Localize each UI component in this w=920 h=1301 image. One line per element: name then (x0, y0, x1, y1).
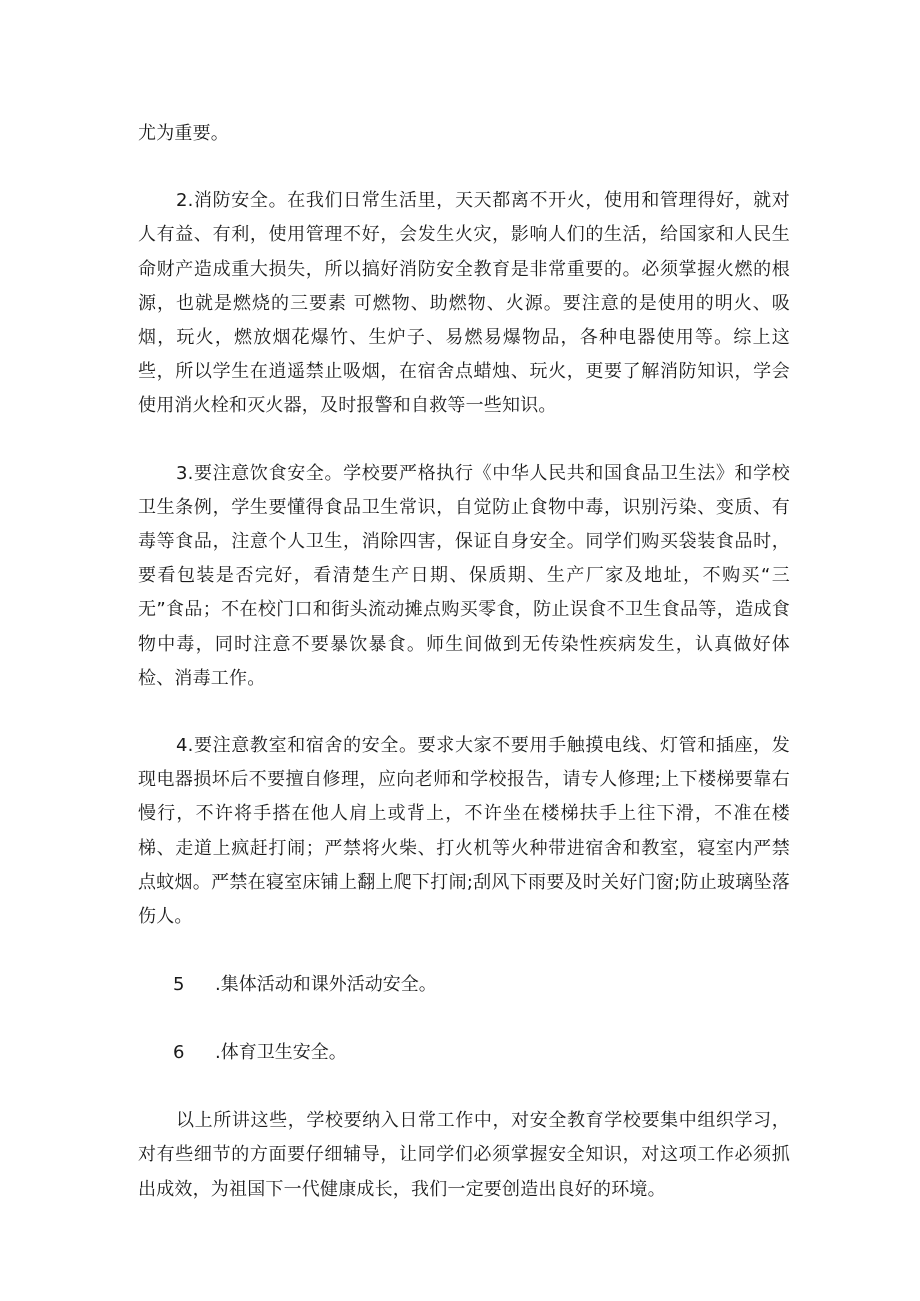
document-body (138, 117, 790, 1207)
paragraph-spacer (138, 151, 790, 184)
item-food-safety (138, 457, 790, 696)
item-text: .集体活动和课外活动安全。 (215, 974, 437, 996)
continuation-text: 尤为重要。 (138, 123, 229, 144)
item-number: 2 (176, 190, 188, 212)
item-number: 6 (173, 1042, 185, 1064)
item-number: 5 (173, 974, 185, 996)
item-dorm-safety (138, 729, 790, 934)
paragraph-spacer (138, 1070, 790, 1104)
paragraph-spacer (138, 696, 790, 729)
paragraph-spacer (138, 424, 790, 457)
item-group-activity (138, 968, 790, 1002)
item-text: .消防安全。在我们日常生活里，天天都离不开火，使用和管理得好，就对人有益、有利，使用管理不好，会发生火灾，影响人们的生活，给国家和人民生命财产造成重大损失，所以搞好消防安全教育是非常重要的。必须掌握火燃的根源，也就是燃烧的三要素 可燃物、助燃物、火源。要注意的是使用的明火、吸烟，玩火，燃放烟花爆竹、生炉子、易燃易爆物品，各种电器使用等。综上这些，所以学生在逍遥禁止吸烟，在宿舍点蜡烛、玩火，更要了解消防知识，学会使用消火栓和灭火器，及时报警和自救等一些知识。 (138, 190, 790, 417)
item-number: 3 (176, 462, 188, 484)
item-fire-safety (138, 184, 790, 423)
item-text: .要注意饮食安全。学校要严格执行《中华人民共和国食品卫生法》和学校卫生条例，学生要懂得食品卫生常识，自觉防止食物中毒，识别污染、变质、有毒等食品，注意个人卫生，消除四害，保证自身安全。同学们购买袋装食品时，要看包装是否完好，看清楚生产日期、保质期、生产厂家及地址，不购买“三无”食品；不在校门口和街头流动摊点购买零食，防止误食不卫生食品等，造成食物中毒，同时注意不要暴饮暴食。师生间做到无传染性疾病发生，认真做好体检、消毒工作。 (138, 462, 790, 689)
item-sports-safety (138, 1036, 790, 1070)
item-text: .体育卫生安全。 (215, 1042, 347, 1064)
conclusion-paragraph: 以上所讲这些，学校要纳入日常工作中，对安全教育学校要集中组织学习，对有些细节的方面要仔细辅导，让同学们必须掌握安全知识，对这项工作必须抓出成效，为祖国下一代健康成长，我们一定要创造出良好的环境。 (138, 1110, 790, 1200)
paragraph-spacer (138, 1002, 790, 1036)
item-number: 4 (176, 735, 188, 757)
item-text: .要注意教室和宿舍的安全。要求大家不要用手触摸电线、灯管和插座，发现电器损坏后不要擅自修理，应向老师和学校报告，请专人修理;上下楼梯要靠右慢行，不许将手搭在他人肩上或背上，不许坐在楼梯扶手上往下滑，不准在楼梯、走道上疯赶打闹；严禁将火柴、打火机等火种带进宿舍和教室，寝室内严禁点蚊烟。严禁在寝室床铺上翻上爬下打闹;刮风下雨要及时关好门窗;防止玻璃坠落伤人。 (138, 735, 790, 928)
paragraph-spacer (138, 934, 790, 968)
